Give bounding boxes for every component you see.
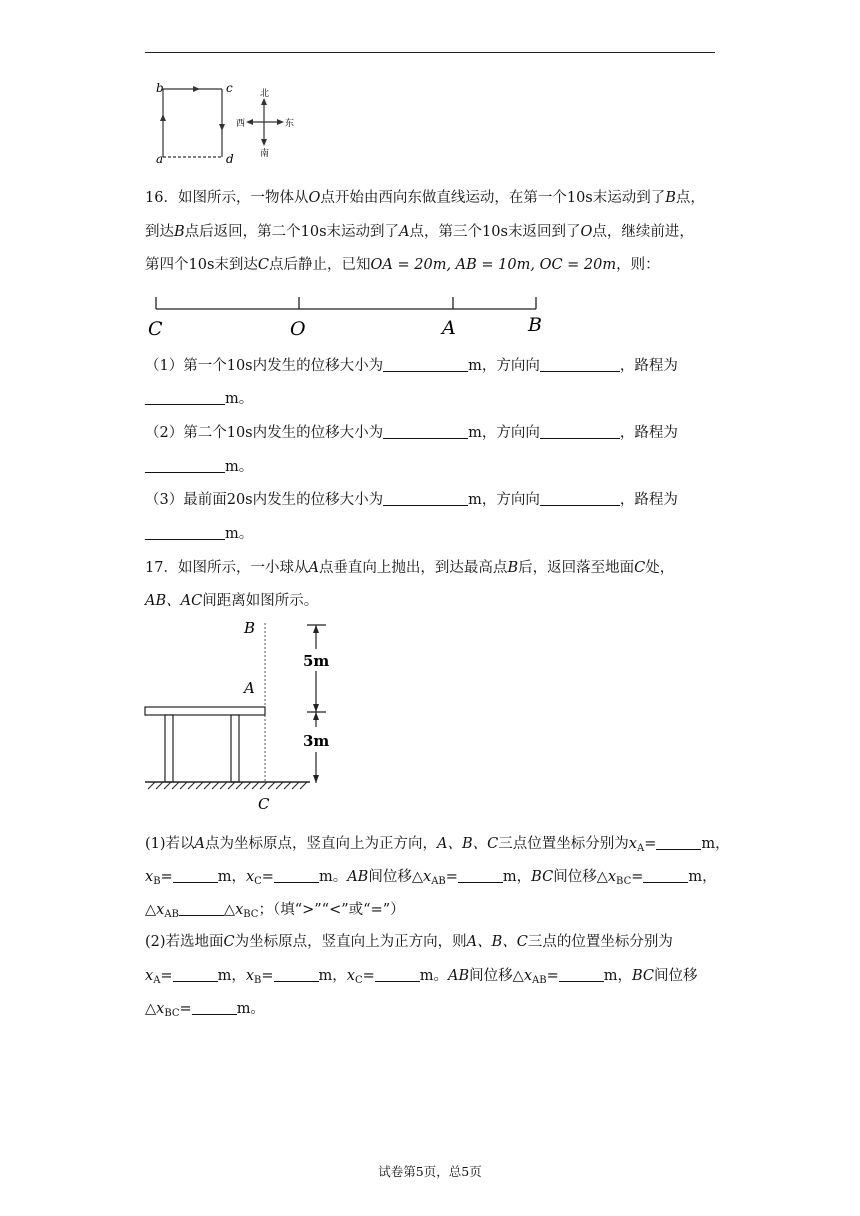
answer-blank[interactable]: [656, 835, 701, 850]
nl-label-B: B: [528, 314, 542, 336]
answer-blank[interactable]: [192, 1000, 237, 1015]
arrow-up-icon: [160, 114, 166, 121]
q16-line-2: 到达B点后返回，第二个10s末运动到了A点，第三个10s末返回到了O点，继续前进，: [145, 224, 694, 240]
answer-blank[interactable]: [540, 357, 620, 372]
answer-blank[interactable]: [145, 458, 225, 473]
table-height-figure: [140, 615, 350, 815]
q17-line-1: 17．如图所示，一小球从A点垂直向上抛出，到达最高点B后，返回落至地面C处，: [145, 560, 675, 576]
arrow-down-icon: [219, 124, 225, 131]
fig-dist-3m: 3m: [303, 732, 330, 750]
fig-label-B: B: [244, 619, 256, 637]
answer-blank[interactable]: [458, 868, 503, 883]
label-a: a: [156, 152, 164, 166]
nl-label-A: A: [442, 317, 456, 339]
answer-blank[interactable]: [383, 424, 468, 439]
answer-blank[interactable]: [173, 967, 218, 982]
label-c: c: [226, 81, 233, 95]
page-footer: 试卷第5页，总5页: [378, 1164, 482, 1179]
q16-line-3: 第四个10s末到达C点后静止，已知OA = 20m, AB = 10m, OC = 20m，则：: [145, 257, 660, 273]
answer-blank[interactable]: [540, 491, 620, 506]
label-west: 西: [236, 119, 246, 129]
q16-part-2-cont: m。: [145, 457, 253, 477]
answer-blank[interactable]: [145, 525, 225, 540]
q17-part-1-line-2: $x_B= m$，$x_C= m$。AB间位移$\triangle x_{AB}= m$，BC间位移$\triangle x_{BC}= m$，: [145, 869, 717, 887]
answer-blank[interactable]: [274, 868, 319, 883]
answer-blank[interactable]: [559, 967, 604, 982]
fig-label-A: A: [244, 679, 255, 697]
q16-part-2: （2）第二个10s内发生的位移大小为 m，方向向 ，路程为: [145, 425, 678, 441]
fig-dist-5m: 5m: [303, 652, 330, 670]
q16-line-1: 16．如图所示，一物体从O点开始由西向东做直线运动，在第一个10s末运动到了B点，: [145, 190, 705, 206]
q17-part-2-line-2: $x_A= m$，$x_B= m$，$x_C= m$。AB间位移$\triangle x_{AB}= m$，BC间位移: [145, 968, 698, 986]
label-south: 南: [260, 149, 270, 159]
arrow-right-icon: [193, 86, 200, 92]
label-north: 北: [260, 89, 270, 99]
compass-icon: [248, 100, 282, 144]
fig-label-C: C: [258, 795, 270, 813]
answer-blank[interactable]: [540, 424, 620, 439]
label-east: 东: [285, 119, 295, 129]
path-rectangle: [163, 89, 222, 157]
q17-part-1-line-3: $\triangle x_{AB}$ $\triangle x_{BC}$；（填“>”“<”或“=”）: [145, 902, 405, 920]
answer-blank[interactable]: [375, 967, 420, 982]
q17-part-1-line-1: (1)若以A点为坐标原点，竖直向上为正方向，A、B、C三点位置坐标分别为$x_A= m$，: [145, 836, 730, 854]
answer-blank[interactable]: [383, 357, 468, 372]
q16-part-3-cont: m。: [145, 524, 253, 544]
q16-part-3: （3）最前面20s内发生的位移大小为 m，方向向 ，路程为: [145, 492, 678, 508]
q17-part-2-line-3: $\triangle x_{BC}= m$。: [145, 1001, 265, 1019]
nl-label-O: O: [290, 318, 306, 340]
q16-part-1-cont: m。: [145, 389, 253, 409]
answer-blank[interactable]: [145, 390, 225, 405]
q16-part-1: （1）第一个10s内发生的位移大小为 m，方向向 ，路程为: [145, 358, 678, 374]
number-line-figure: [140, 288, 560, 343]
answer-blank[interactable]: [173, 868, 218, 883]
label-b: b: [156, 81, 164, 95]
answer-blank[interactable]: [383, 491, 468, 506]
q17-line-2: AB、AC间距离如图所示。: [145, 593, 319, 609]
path-compass-figure: [150, 76, 310, 171]
nl-label-C: C: [148, 318, 163, 340]
answer-blank[interactable]: [274, 967, 319, 982]
answer-blank[interactable]: [179, 901, 224, 916]
q17-part-2-line-1: (2)若选地面C为坐标原点，竖直向上为正方向，则A、B、C三点的位置坐标分别为: [145, 934, 673, 950]
answer-blank[interactable]: [643, 868, 688, 883]
label-d: d: [226, 152, 234, 166]
header-rule: [145, 52, 715, 53]
